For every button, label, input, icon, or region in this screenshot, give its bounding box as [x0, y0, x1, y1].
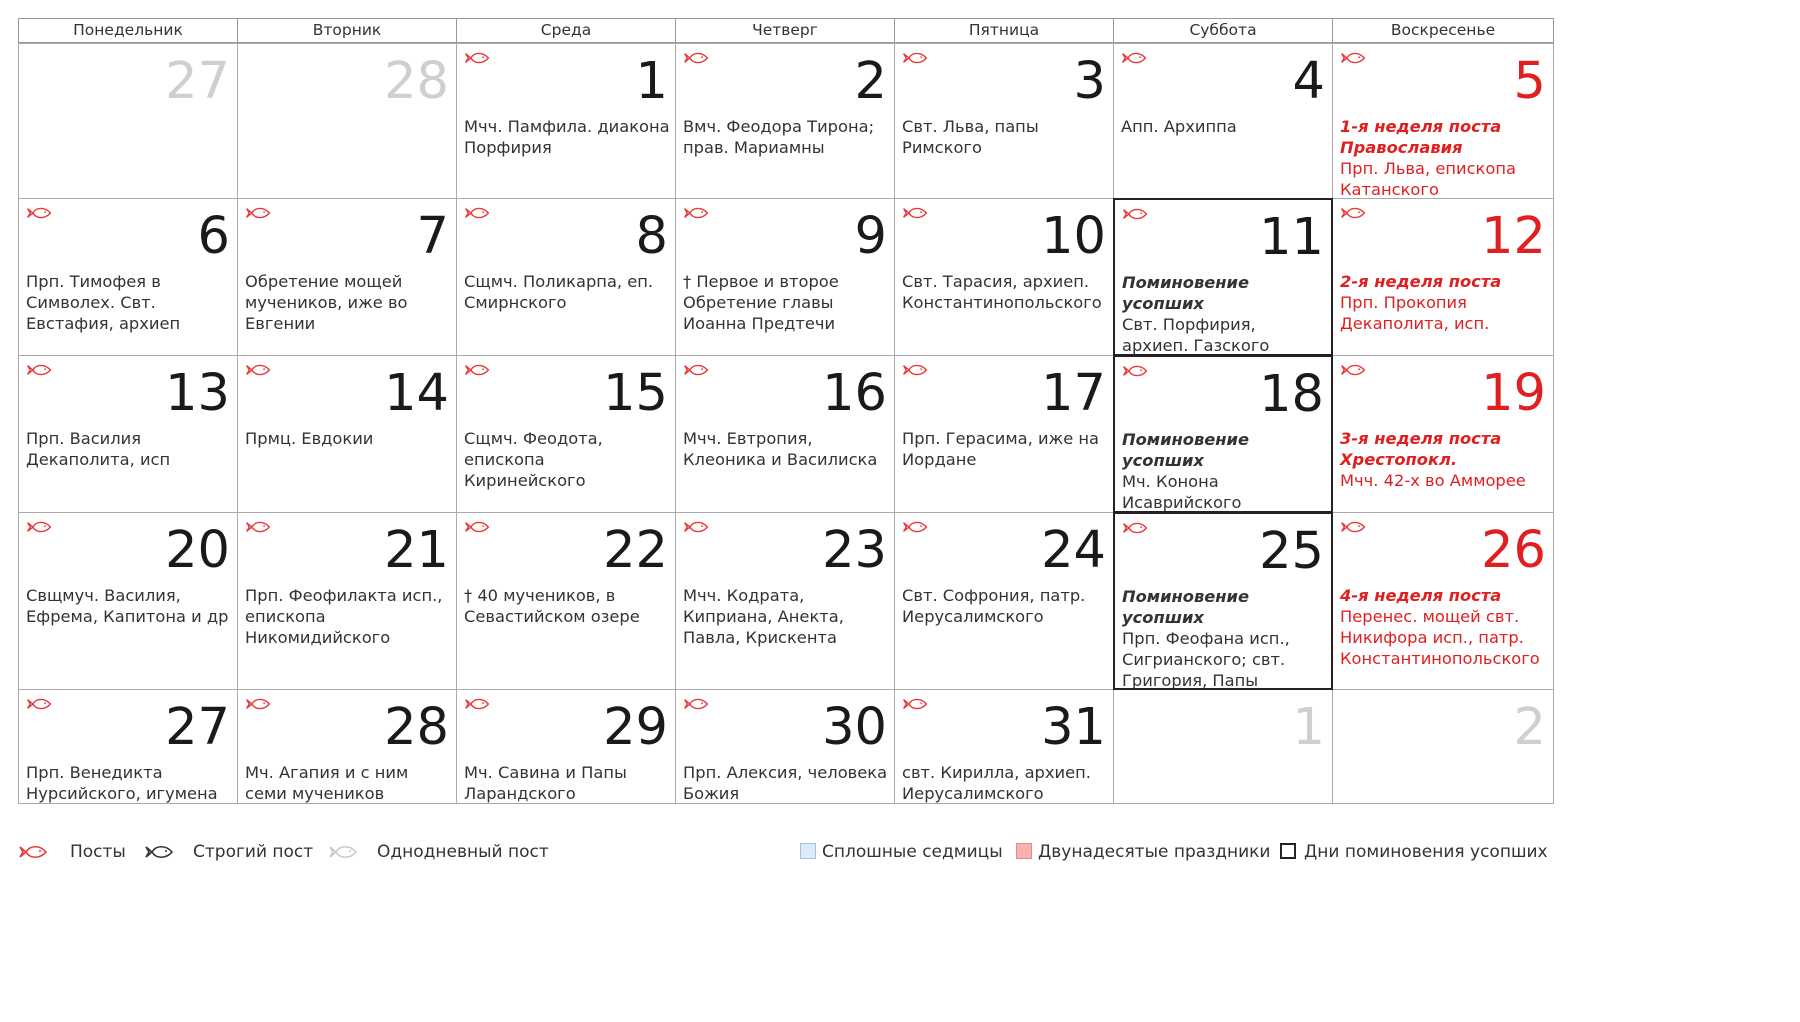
fish-icon	[1339, 520, 1367, 534]
fish-icon	[244, 697, 272, 711]
saint-text: Мч. Конона Исаврийского	[1122, 472, 1242, 512]
day-cell[interactable]	[18, 43, 238, 199]
day-number: 22	[603, 521, 668, 580]
legend	[18, 840, 1553, 864]
saint-text: свт. Кирилла, архиеп. Иерусалимского	[902, 763, 1091, 803]
saint-text: Прп. Тимофея в Символех. Свт. Евстафия, архиеп	[26, 272, 181, 333]
day-cell[interactable]	[1113, 512, 1333, 690]
legend-solid-weeks-label: Сплошные седмицы	[822, 842, 1003, 862]
fish-icon	[1121, 207, 1149, 221]
fish-icon	[682, 520, 710, 534]
fish-icon	[682, 51, 710, 65]
weekday-header: Вторник	[237, 18, 457, 43]
day-number: 27	[165, 698, 230, 757]
day-commemoration	[1340, 271, 1549, 334]
saint-text: Мчч. Кодрата, Киприана, Анекта, Павла, Крискента	[683, 586, 844, 647]
day-cell[interactable]	[18, 355, 238, 513]
saint-text: Свт. Льва, папы Римского	[902, 117, 1039, 157]
weekday-header: Воскресенье	[1332, 18, 1554, 43]
fish-icon	[244, 363, 272, 377]
fish-icon	[901, 363, 929, 377]
day-cell[interactable]	[1113, 355, 1333, 513]
saint-text: Прп. Василия Декаполита, исп	[26, 429, 171, 469]
fish-icon	[25, 520, 53, 534]
saint-text: Обретение мощей мучеников, иже во Евгении	[245, 272, 408, 333]
day-commemoration	[245, 585, 452, 648]
day-cell[interactable]	[1332, 43, 1554, 199]
day-commemoration	[683, 271, 890, 334]
weekday-header: Четверг	[675, 18, 895, 43]
saint-text: Сщмч. Феодота, епископа Киринейского	[464, 429, 603, 490]
day-number: 25	[1259, 522, 1324, 581]
fish-strict-icon	[144, 844, 174, 860]
saint-text: Прп. Феофана исп., Сигрианского; свт. Григория, Папы	[1122, 629, 1290, 690]
fish-icon	[1339, 51, 1367, 65]
day-cell[interactable]	[894, 43, 1114, 199]
saint-text: Прп. Алексия, человека Божия	[683, 763, 888, 803]
fish-icon	[25, 206, 53, 220]
day-commemoration	[26, 585, 233, 627]
day-cell[interactable]	[237, 198, 457, 356]
fish-icon	[682, 697, 710, 711]
day-commemoration	[902, 428, 1109, 470]
solid-week-swatch	[800, 843, 816, 859]
weekday-header: Понедельник	[18, 18, 238, 43]
day-commemoration	[464, 585, 671, 627]
weekday-header: Пятница	[894, 18, 1114, 43]
legend-strict-fast-label: Строгий пост	[193, 842, 314, 862]
day-commemoration	[902, 116, 1109, 158]
day-cell[interactable]	[237, 689, 457, 804]
day-number: 19	[1481, 364, 1546, 423]
fish-icon	[1121, 521, 1149, 535]
day-number: 6	[197, 207, 230, 266]
day-cell[interactable]	[675, 512, 895, 690]
fish-icon	[901, 520, 929, 534]
day-commemoration	[464, 271, 671, 313]
great-feast-swatch	[1016, 843, 1032, 859]
day-commemoration	[464, 116, 671, 158]
day-cell[interactable]	[894, 198, 1114, 356]
memorial-day-swatch	[1280, 843, 1296, 859]
day-commemoration	[245, 271, 452, 334]
day-note: Поминовение усопших	[1122, 430, 1250, 470]
day-number: 28	[384, 698, 449, 757]
saint-text: Прп. Феофилакта исп., епископа Никомидийского	[245, 586, 443, 647]
day-cell[interactable]	[1332, 355, 1554, 513]
fish-icon	[25, 363, 53, 377]
saint-text: Прп. Венедикта Нурсийского, игумена	[26, 763, 218, 803]
day-cell[interactable]	[18, 512, 238, 690]
fish-icon	[682, 206, 710, 220]
saint-text: Перенес. мощей свт. Никифора исп., патр. Константинопольского	[1340, 607, 1540, 668]
day-number: 2	[1513, 698, 1546, 757]
day-note: 4-я неделя поста	[1340, 586, 1502, 605]
fish-icon	[244, 206, 272, 220]
saint-text: Мчч. Памфила. диакона Порфирия	[464, 117, 670, 157]
day-cell[interactable]	[456, 198, 676, 356]
saint-text: Мчч. 42-х во Амморее	[1340, 471, 1526, 490]
day-cell[interactable]	[1113, 198, 1333, 356]
saint-text: Свщмуч. Василия, Ефрема, Капитона и др	[26, 586, 229, 626]
day-commemoration	[902, 271, 1109, 313]
day-cell[interactable]	[18, 198, 238, 356]
saint-text: Прп. Герасима, иже на Иордане	[902, 429, 1100, 469]
day-cell[interactable]	[456, 689, 676, 804]
day-note: Поминовение усопших	[1122, 273, 1250, 313]
day-number: 16	[822, 364, 887, 423]
legend-great-feasts-label: Двунадесятые праздники	[1038, 842, 1271, 862]
saint-text: Свт. Софрония, патр. Иерусалимского	[902, 586, 1086, 626]
day-cell[interactable]	[237, 43, 457, 199]
day-cell[interactable]	[456, 355, 676, 513]
saint-text: Прмц. Евдокии	[245, 429, 374, 448]
day-cell[interactable]	[1332, 689, 1554, 804]
saint-text: Сщмч. Поликарпа, еп. Смирнского	[464, 272, 654, 312]
day-note: 2-я неделя поста	[1340, 272, 1502, 291]
day-number: 14	[384, 364, 449, 423]
day-commemoration	[1121, 116, 1328, 137]
fish-icon	[1121, 364, 1149, 378]
saint-text: Апп. Архиппа	[1121, 117, 1237, 136]
day-commemoration	[26, 762, 233, 804]
fish-icon	[463, 206, 491, 220]
day-number: 1	[1292, 698, 1325, 757]
fish-icon	[463, 51, 491, 65]
day-number: 31	[1041, 698, 1106, 757]
legend-memorial-days-label: Дни поминовения усопших	[1304, 842, 1548, 862]
day-number: 26	[1481, 521, 1546, 580]
fish-icon	[1120, 51, 1148, 65]
day-commemoration	[683, 585, 890, 648]
day-cell[interactable]	[894, 512, 1114, 690]
day-cell[interactable]	[675, 355, 895, 513]
fish-light-icon	[328, 844, 358, 860]
saint-text: † Первое и второе Обретение главы Иоанна Предтечи	[683, 272, 839, 333]
fish-icon	[682, 363, 710, 377]
day-number: 9	[854, 207, 887, 266]
day-cell[interactable]	[237, 512, 457, 690]
saint-text: Свт. Тарасия, архиеп. Константинопольского	[902, 272, 1102, 312]
weekday-header: Суббота	[1113, 18, 1333, 43]
fish-icon	[463, 697, 491, 711]
day-cell[interactable]	[456, 43, 676, 199]
day-number: 23	[822, 521, 887, 580]
day-number: 11	[1259, 208, 1324, 267]
weekday-header: Среда	[456, 18, 676, 43]
day-commemoration	[683, 762, 890, 804]
day-note: Поминовение усопших	[1122, 587, 1250, 627]
day-number: 29	[603, 698, 668, 757]
day-commemoration	[245, 762, 452, 804]
saint-text: Мчч. Евтропия, Клеоника и Василиска	[683, 429, 878, 469]
fish-icon	[901, 51, 929, 65]
day-commemoration	[902, 585, 1109, 627]
day-number: 30	[822, 698, 887, 757]
day-number: 8	[635, 207, 668, 266]
day-number: 18	[1259, 365, 1324, 424]
day-cell[interactable]	[675, 43, 895, 199]
fish-icon	[1339, 363, 1367, 377]
fish-icon	[1339, 206, 1367, 220]
day-number: 1	[635, 52, 668, 111]
day-number: 24	[1041, 521, 1106, 580]
day-number: 10	[1041, 207, 1106, 266]
day-note: 3-я неделя поста Хрестопокл.	[1340, 429, 1502, 469]
day-commemoration	[1340, 585, 1549, 669]
day-cell[interactable]	[18, 689, 238, 804]
fish-icon	[901, 206, 929, 220]
day-commemoration	[1122, 429, 1327, 513]
day-commemoration	[1340, 428, 1549, 491]
saint-text: Прп. Льва, епископа Катанского	[1340, 159, 1516, 199]
fish-icon	[25, 697, 53, 711]
fish-icon	[244, 520, 272, 534]
day-commemoration	[1122, 586, 1327, 690]
day-number: 20	[165, 521, 230, 580]
day-commemoration	[464, 762, 671, 804]
day-number: 12	[1481, 207, 1546, 266]
day-number: 5	[1513, 52, 1546, 111]
day-number: 15	[603, 364, 668, 423]
day-commemoration	[683, 116, 890, 158]
fish-icon	[463, 520, 491, 534]
saint-text: Мч. Савина и Папы Ларандского	[464, 763, 627, 803]
day-commemoration	[1340, 116, 1549, 199]
saint-text: Свт. Порфирия, архиеп. Газского	[1122, 315, 1270, 355]
day-number: 21	[384, 521, 449, 580]
day-number: 3	[1073, 52, 1106, 111]
day-cell[interactable]	[1113, 689, 1333, 804]
saint-text: Прп. Прокопия Декаполита, исп.	[1340, 293, 1490, 333]
day-number: 28	[384, 52, 449, 111]
day-number: 13	[165, 364, 230, 423]
day-commemoration	[26, 271, 233, 334]
month-calendar	[18, 18, 1553, 803]
day-number: 17	[1041, 364, 1106, 423]
fish-icon	[901, 697, 929, 711]
day-cell[interactable]	[237, 355, 457, 513]
day-commemoration	[464, 428, 671, 491]
day-cell[interactable]	[1332, 512, 1554, 690]
saint-text: Вмч. Феодора Тирона; прав. Мариамны	[683, 117, 875, 157]
day-number: 2	[854, 52, 887, 111]
day-cell[interactable]	[1113, 43, 1333, 199]
day-cell[interactable]	[675, 689, 895, 804]
day-cell[interactable]	[1332, 198, 1554, 356]
legend-fast-label: Посты	[70, 842, 126, 862]
day-commemoration	[245, 428, 452, 449]
day-note: 1-я неделя поста Православия	[1340, 117, 1502, 157]
day-cell[interactable]	[456, 512, 676, 690]
day-commemoration	[902, 762, 1109, 804]
day-number: 7	[416, 207, 449, 266]
saint-text: Мч. Агапия и с ним семи мучеников	[245, 763, 409, 803]
day-commemoration	[26, 428, 233, 470]
fish-icon	[463, 363, 491, 377]
legend-one-day-fast-label: Однодневный пост	[377, 842, 549, 862]
saint-text: † 40 мучеников, в Севастийском озере	[464, 586, 640, 626]
day-number: 27	[165, 52, 230, 111]
day-commemoration	[1122, 272, 1327, 356]
day-cell[interactable]	[894, 689, 1114, 804]
fish-icon	[18, 844, 48, 860]
day-number: 4	[1292, 52, 1325, 111]
day-commemoration	[683, 428, 890, 470]
day-cell[interactable]	[675, 198, 895, 356]
day-cell[interactable]	[894, 355, 1114, 513]
